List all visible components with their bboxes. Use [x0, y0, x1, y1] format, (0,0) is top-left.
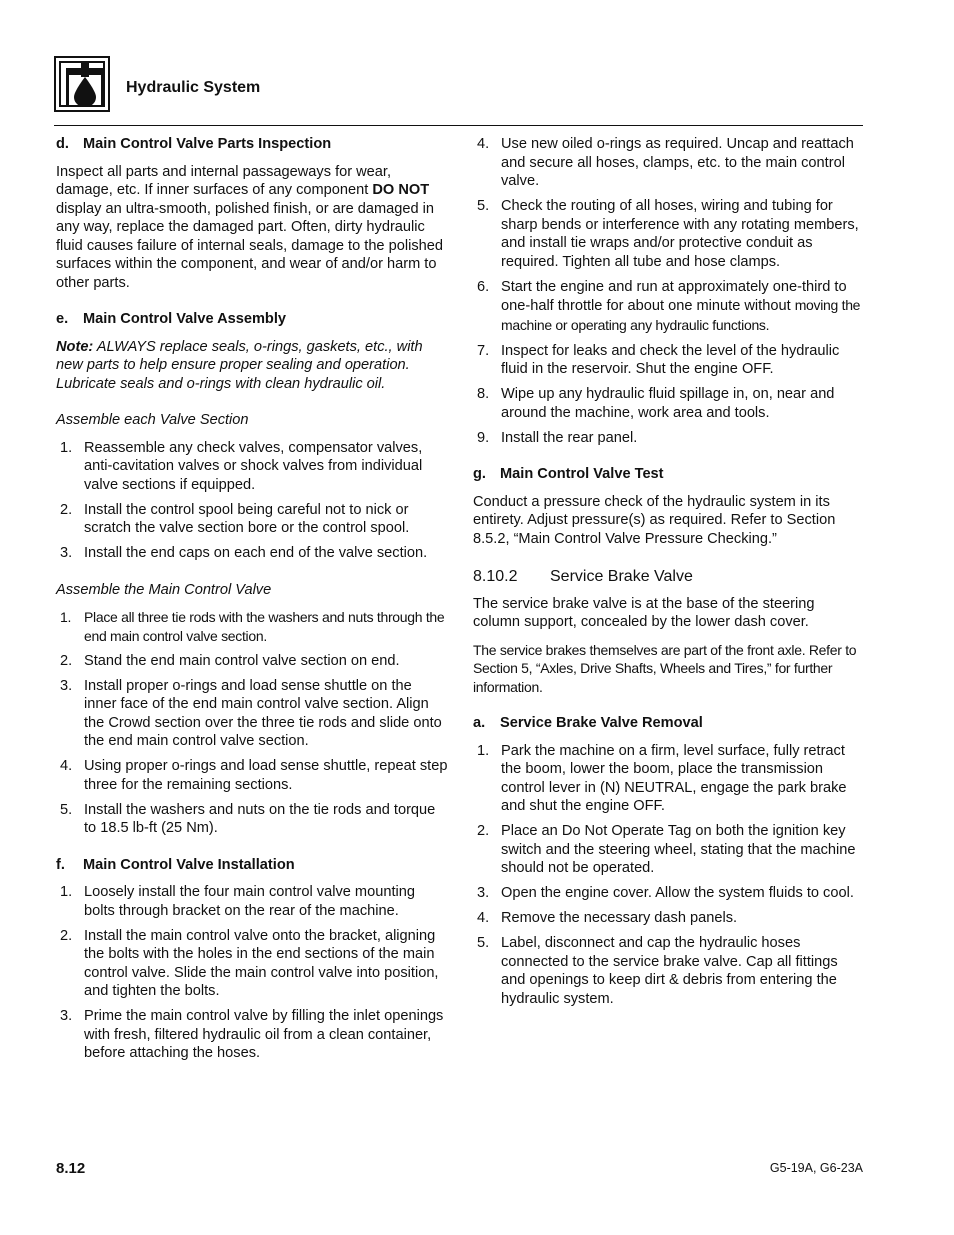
subsection-e-heading: e. Main Control Valve Assembly: [56, 311, 287, 327]
list-item: 3. Install proper o-rings and load sense shuttle on the inner face of the end main control valve section. Align the Crowd section over the three tie rods and slide onto the end main control valve section.: [60, 677, 442, 749]
list-item: 3. Install the end caps on each end of the valve section.: [60, 545, 428, 561]
subsection-a-heading: a. Service Brake Valve Removal: [473, 715, 703, 731]
model-numbers: G5-19A, G6-23A: [769, 1161, 863, 1175]
installation-steps: [56, 883, 448, 1063]
subsection-d-heading: d. Main Control Valve Parts Inspection: [56, 136, 332, 152]
list-item: 1. Loosely install the four main control valve mounting bolts through bracket on the rear of the machine.: [60, 884, 415, 919]
valve-section-heading: Assemble each Valve Section: [56, 412, 249, 428]
hydraulic-press-icon: [54, 56, 110, 112]
list-item: 5. Install the washers and nuts on the tie rods and torque to 18.5 lb-ft (25 Nm).: [60, 801, 436, 836]
assembly-note: Note: ALWAYS replace seals, o-rings, gaskets, etc., with new parts to help ensure proper sealing and operation. Lubricate seals and o-rings with clean hydraulic oil.: [56, 338, 423, 392]
list-item: 1. Place all three tie rods with the washers and nuts through the end main control valve section.: [60, 609, 445, 644]
do-not-emphasis: DO NOT: [372, 182, 430, 198]
list-item: 1. Reassemble any check valves, compensator valves, anti-cavitation valves or shock valves from individual valve sections if equipped.: [60, 439, 423, 493]
list-item: 2. Place an Do Not Operate Tag on both the ignition key switch and the steering wheel, stating that the machine should not be operated.: [477, 823, 856, 876]
list-item: 1. Park the machine on a firm, level surface, fully retract the boom, lower the boom, place the transmission control lever in (N) NEUTRAL, engage the park brake and shut the engine OFF.: [477, 742, 847, 814]
main-valve-heading: Assemble the Main Control Valve: [56, 581, 272, 598]
subsection-g-heading: g. Main Control Valve Test: [473, 466, 664, 482]
left-column: [56, 135, 448, 1081]
list-item: 5. Label, disconnect and cap the hydraulic hoses connected to the service brake valve. Cap all fittings and openings to keep dirt & debris from entering the hydraulic system.: [477, 935, 838, 1007]
inspection-paragraph: Inspect all parts and internal passageways for wear, damage, etc. If inner surfaces of any component DO NOT display an ultra-smooth, polished finish, or are damaged in any way, replace the damaged part. Often, dirty hydraulic fluid causes failure of internal seals, damage to the polished surfaces within the component, and wear of and/or harm to other parts.: [56, 163, 443, 291]
installation-steps-continued: [473, 135, 863, 447]
list-item: 2. Install the main control valve onto the bracket, aligning the bolts with the holes in the end sections of the main control valve. Slide the main control valve into position, and tighten the bolts.: [60, 927, 439, 999]
main-valve-steps: [56, 608, 448, 838]
header-divider: [54, 125, 863, 126]
brake-reference-paragraph: The service brakes themselves are part of the front axle. Refer to Section 5, “Axles, Drive Shafts, Wheels and Tires,” for further information.: [473, 641, 857, 695]
list-item: 8. Wipe up any hydraulic fluid spillage in, on, near and around the machine, work area and tools.: [477, 386, 835, 421]
header-title: Hydraulic System: [126, 79, 261, 96]
page-number: 8.12: [56, 1160, 86, 1177]
list-item: 2. Stand the end main control valve section on end.: [60, 652, 400, 669]
section-heading: 8.10.2 Service Brake Valve: [473, 568, 693, 585]
list-item: 3. Prime the main control valve by filling the inlet openings with fresh, filtered hydraulic oil from a clean container, before attaching the hoses.: [60, 1008, 444, 1061]
list-item: 5. Check the routing of all hoses, wiring and tubing for sharp bends or interference with any rotating members, and install tie wraps and/or protective conduit as required. Tighten all tube and hose clamps.: [477, 198, 859, 270]
removal-steps: [473, 742, 863, 1009]
list-item: 4. Use new oiled o-rings as required. Uncap and reattach and secure all hoses, clamps, etc. to the main control valve.: [477, 136, 854, 189]
list-item: 3. Open the engine cover. Allow the system fluids to cool.: [477, 885, 854, 901]
brake-valve-paragraph: The service brake valve is at the base of the steering column support, concealed by the lower dash cover.: [473, 595, 815, 630]
list-item: 4. Remove the necessary dash panels.: [477, 910, 738, 926]
list-item: 2. Install the control spool being careful not to nick or scratch the valve section bore or the control spool.: [60, 501, 410, 536]
list-item: 6. Start the engine and run at approximately one-third to one-half throttle for about one minute without moving the machine or operating any hydraulic functions.: [477, 278, 861, 333]
list-item: 4. Using proper o-rings and load sense shuttle, repeat step three for the remaining sections.: [60, 758, 448, 793]
valve-section-steps: [56, 439, 448, 563]
right-column: [473, 135, 863, 1026]
list-item: 9. Install the rear panel.: [477, 429, 638, 446]
test-paragraph: Conduct a pressure check of the hydraulic system in its entirety. Adjust pressure(s) as required. Refer to Section 8.5.2, “Main Control Valve Pressure Checking.”: [473, 493, 836, 547]
subsection-f-heading: f. Main Control Valve Installation: [56, 856, 295, 873]
list-item: 7. Inspect for leaks and check the level of the hydraulic fluid in the reservoir. Shut the engine OFF.: [477, 342, 840, 377]
